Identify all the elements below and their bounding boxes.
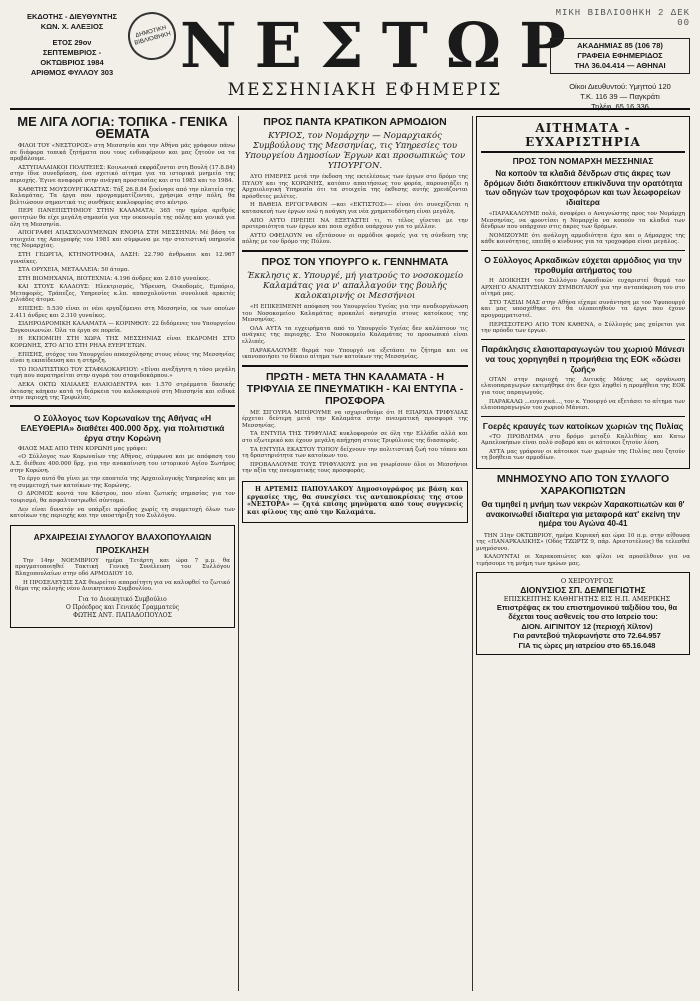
headline-nomarch: ΠΡΟΣ ΤΟΝ ΝΟΜΑΡΧΗ ΜΕΣΣΗΝΙΑΣ	[512, 156, 654, 166]
paragraph: Η ΕΚΠΟΜΠΗ ΣΤΗ ΧΩΡΑ ΤΗΣ ΜΕΣΣΗΝΙΑΣ είναι ΕΚΔΡΟΜΗ ΣΤΟ ΚΟΡΩΝΗΣ, ΣΤΟ ΑΓΙΟ ΣΤΗ ΡΗΛΑ ΕΥΕΡΓΕΤΩΝ.	[10, 336, 235, 350]
office-phone: ΤΗΛ 36.04.414 — ΑΘΗΝΑΙ	[574, 61, 666, 70]
trifylia-article	[242, 365, 468, 475]
korone-intro: ΦΙΛΟΣ ΜΑΣ ΑΠΟ ΤΗΝ ΚΟΡΩΝΗ μας γράφει:	[18, 445, 148, 452]
column-right	[476, 116, 690, 655]
manesi-paragraphs	[481, 377, 685, 412]
surgeon-address: ΔΙΟΝ. ΑΙΓΙΝΙΤΟΥ 12 (περιοχή Χίλτον)	[521, 621, 653, 631]
paragraph: ΠΑΡΑΚΑΛΩ ...ευγενικά..., τον κ. Υπουργό να εξετάσει το αίτημα των ελαιοπαραγωγών του χωριού Μάνεσι.	[481, 398, 685, 412]
newspaper-page	[10, 8, 690, 993]
office-box	[550, 38, 690, 74]
paragraph: ΣΤΗ ΓΕΩΡΓΙΑ, ΚΤΗΝΟΤΡΟΦΙΑ, ΔΑΣΗ: 22.790 άνθρωποι και 12.967 γυναίκες.	[10, 251, 235, 265]
korone-headline: Ο Σύλλογος των Κορωναίων της Αθήνας «Η ΕΛΕΥΘΕΡΙΑ» διαθέτει 400.000 δρχ. για πολιτιστικά έργα στην Κορώνη	[20, 412, 225, 443]
signature-line: Ο Πρόεδρος και Γενικός Γραμματεύς	[65, 603, 180, 611]
surgeon-advertisement	[476, 572, 690, 656]
paragraph: Η ΒΑΘΕΙΑ ΕΡΓΟΓΡΑΦΟΝ —και «ΕΚΤΙΣΤΟΣ»— είναι ότι συνεχίζεται η κατασκευή των έργων ενώ η ανάγκη για νέα χρηματοδότηση είναι μεγάλη.	[242, 202, 468, 215]
surgeon-title: ΕΠΙΣΚΕΠΤΗΣ ΚΑΘΗΓΗΤΗΣ ΕΙΣ Η.Π. ΑΜΕΡΙΚΗΣ	[503, 594, 671, 603]
vlachop-paragraphs	[15, 558, 230, 593]
paragraph: ΤΑ ΕΝΤΥΠΑ ΤΗΣ ΤΡΙΦΥΛΙΑΣ κυκλοφορούν σε όλη την Ελλάδα αλλά και στο εξωτερικό και έχουν μεγάλη απήχηση στους Τριφύλιους της διασποράς.	[242, 431, 468, 445]
headline-arkadikon: Ο Σύλλογος Αρκαδικών εύχεται αρμόδιος για την προθυμία αιτήματος του	[484, 254, 682, 275]
state-officials-kicker: ΚΥΡΙΟΣ, τον Νομάρχην — Νομαρχιακός Συμβούλους της Μεσσηνίας, τις Υπηρεσίες του Υπουργείου Δημοσίων Έργων και προσωπικώς τον ΥΠΟΥΡΓΟΝ.	[244, 131, 466, 171]
paragraph: ΤΑ ΕΝΤΥΠΑ ΕΚΑΣΤΟΥ ΤΟΠΟΥ δείχνουν την πολιτιστική ζωή του τόπου και τη δραστηριότητα των κατοίκων του.	[242, 446, 468, 460]
paragraph: Η ΠΡΟΣΕΛΕΥΣΙΣ ΣΑΣ θεωρείται απαραίτητη για να καλυφθεί το ζωτικό θέμα της εκλογής νέου Διοικητικού Συμβουλίου.	[15, 579, 230, 593]
paragraph: ΔΥΟ ΗΜΕΡΕΣ μετά την έκδοση της εκτελέσεως των έργων στο δρόμο της ΠΥΛΟΥ και της ΚΟΡΩΝΗΣ, κατόπιν απαιτήσεως του φορέα, παρουσιάζει η Αρχαιολογική Υπηρεσία ότι τα στοιχεία της έκθεσης αυτής χρειάζονται πρόσθετες μελέτες.	[242, 174, 468, 200]
paragraph: Ο ΔΡΟΜΟΣ κοντά του Κάστρου, που είναι ζωτικής σημασίας για τον τουρισμό, θα ασφαλτοστρωθεί σύντομα.	[10, 491, 235, 504]
paragraph: ΠΑΡΑΚΑΛΟΥΜΕ θερμά τον Υπουργό να εξετάσει το ζήτημα και να ικανοποιήσει το δίκαιο αίτημα των κατοίκων της Μεσσηνίας.	[242, 347, 468, 361]
headline-pylia: Γοερές κραυγές των κατοίκων χωριών της Πυλίας	[482, 420, 684, 431]
vlachopoulaion-notice	[10, 525, 235, 628]
paragraph: ΣΤΟ ΤΑΞΙΔΙ ΜΑΣ στην Αθήνα είχαμε συνάντηση με τον Υφυπουργό και μας υποσχέθηκε ότι θα υλοποιηθούν τα έργα που έχουν προγραμματιστεί.	[481, 299, 685, 319]
director-phone: Τηλέφ. 65.16.336	[591, 102, 649, 111]
headline-manesi: Παράκλησις ελαιοπαραγωγών του χωριού Μάνεσι να τους χορηγηθεί η προμήθεια της ΕΟΚ «δώσει ζωής»	[481, 343, 685, 374]
issue-number: ΑΡΙΘΜΟΣ ΦΥΛΛΟΥ 303	[30, 68, 114, 77]
headline-local-issues: ΜΕ ΛΙΓΑ ΛΟΓΙΑ: ΤΟΠΙΚΑ - ΓΕΝΙΚΑ ΘΕΜΑΤΑ	[17, 114, 228, 141]
minister-article	[242, 250, 468, 361]
paragraph: «Η ΕΠΙΚΕΙΜΕΝΗ απόφαση του Υπουργείου Υγείας για την αναδιοργάνωση του Νοσοκομείου Καλαμάτας προκαλεί ανησυχία στους κατοίκους της Μεσσηνίας.	[242, 303, 468, 324]
memorial-lead: Θα τιμηθεί η μνήμη των νεκρών Χαρακοπιωτών και θ' ανακοινωθεί ιδιαίτερα για μεταφορά κατ' εκείνη την ημέρα του Αγώνα 40-41	[481, 500, 685, 529]
paragraph: ΤΟ ΠΟΛΙΤΙΣΤΙΚΟ ΤΟΥ ΣΤΑΦΙΔΟΚΑΡΠΟΥ: «Είναι ανεξήγητη η τόσο μεγάλη τιμή που παρατηρείται στην αγορά του σταφιδοκάρπου.»	[10, 366, 235, 380]
paragraph: ΑΠΟ ΑΥΤΟ ΠΡΕΠΕΙ ΝΑ ΕΞΕΤΑΣΤΕΙ τι, τι τέλος γίνεται με την προτεραιότητα των έργων και ποια σχέδια υπάρχουν για το μέλλον.	[242, 217, 468, 231]
paragraph: «Ο Σύλλογος των Κορωναίων της Αθήνας, σύμφωνα και με απόφαση του Δ.Σ. διέθεσε 400.000 δρχ. για την ανακαίνιση του ιστορικού Αγίου Σωτήρος στην Κορώνη.	[10, 454, 235, 474]
state-officials-paragraphs	[242, 174, 468, 246]
paragraph: «ΤΟ ΠΡΟΒΛΗΜΑ στο δρόμο μεταξύ Καλλιθέας και Κατω Αμπελοκήπων είναι πολύ σοβαρό και οι κάτοικοι ζητούν λύση.	[481, 433, 685, 447]
library-stamp-icon: ΔΗΜΟΤΙΚΗ ΒΙΒΛΙΟΘΗΚΗ	[123, 7, 182, 66]
surgeon-phone: Για ραντεβού τηλεφωνήστε στο 72.64.957	[513, 631, 661, 641]
paragraph: ΜΕ ΣΙΓΟΥΡΙΑ ΜΠΟΡΟΥΜΕ να ισχυρισθούμε ότι Η ΕΠΑΡΧΙΑ ΤΡΙΦΥΛΙΑΣ έρχεται δεύτερη μετά την Καλαμάτα στην πνευματική προσφορά της Μεσσηνίας.	[242, 409, 468, 429]
korone-paragraphs	[10, 454, 235, 519]
newspaper-title-block	[180, 9, 584, 100]
memorial-article	[476, 473, 690, 567]
paragraph: ΚΑΘΕΤΗΣ ΜΟΥΣΟΥΡΓΙΚΑΣΤΑΣ: Τάξ 26.8.84 ξεκίνησε από την πλατεία της Καλαμάτας. Τα έργα που προγραμματίζονται, χρήσιμα στην πόλη, θα βελτιώσουν σημαντικά τις συνθήκες κυκλοφορίας στο κέντρο.	[10, 186, 235, 206]
office-info	[550, 8, 690, 112]
nomarch-lead: Να κοπούν τα κλαδιά δένδρων στις άκρες των δρόμων διότι διακόπτουν επικίνδυνα την ορατότητα των οδηγών των τροχοφόρων και των λεωφορείων ιδιαίτερα	[483, 169, 683, 207]
vlachop-headline: ΑΡΧΑΙΡΕΣΙΑΙ ΣΥΛΛΟΓΟΥ ΒΛΑΧΟΠΟΥΛΑΙΩΝ	[33, 531, 212, 542]
paragraph: ΕΠΙΣΗΣ, στόχος του Υπουργείου απασχόλησης στους νέους της Μεσσηνίας είναι η εκπαίδευση και η στήριξη.	[10, 351, 235, 365]
paragraph: ΑΠΟΓΡΑΦΗ ΑΠΑΣΧΟΛΟΥΜΕΝΩΝ ΕΝΟΡΙΑ ΣΤΗ ΜΕΣΣΗΝΙΑ: Μέ βάση τα στοιχεία της Απογραφής του 1981 και σύμφωνα με την στατιστική υπηρεσία της Νομαρχίας.	[10, 230, 235, 250]
paragraph: ΔΕΚΑ ΟΚΤΩ ΧΙΛΙΑΔΕΣ ΕΛΑΙΟΔΕΝΤΡΑ και 1.570 στρέμματα δασικής έκτασης κάηκαν κατά τη διάρκεια του καλοκαιριού στη Μεσσηνία και ειδικά στην περιοχή της Τριφυλίας.	[10, 382, 235, 402]
months-label: ΣΕΠΤΕΜΒΡΙΟΣ -	[42, 48, 102, 57]
paragraph: ΟΛΑ ΑΥΤΑ τα εγχειρήματα από το Υπουργείο Υγείας δεν καλύπτουν τις ανάγκες της περιοχής. Στο Νοσοκομείο Καλαμάτας το προσωπικό είναι ελλιπές.	[242, 325, 468, 345]
headline-state-officials: ΠΡΟΣ ΠΑΝΤΑ ΚΡΑΤΙΚΟΝ ΑΡΜΟΔΙΟΝ	[263, 116, 447, 128]
arkadikon-paragraphs	[481, 278, 685, 335]
memorial-paragraphs	[476, 533, 690, 568]
vlachop-subhead: ΠΡΟΣΚΛΗΣΗ	[96, 544, 149, 555]
note-text: Η ΑΡΤΕΜΙΣ ΠΑΠΟΥΛΑΚΟΥ Δημοσιογράφος με βάση και εργασίες της, θα συνεχίσει τις ανταποκρίσεις της στον «ΝΕΣΤΟΡΑ» — ζητά επίσης μηνύματα από τους συγγενείς και φίλους της από την Καλαμάτα.	[247, 486, 463, 516]
headline-memorial: ΜΝΗΜΟΣΥΝΟ ΑΠΟ ΤΟΝ ΣΥΛΛΟΓΟ ΧΑΡΑΚΟΠΙΩΤΩΝ	[496, 473, 670, 498]
paragraph: ΑΥΤΟ ΟΦΕΙΛΟΥΝ να εξετάσουν οι αρμόδιοι φορείς για τη σύνδεση της πόλης με τον δρόμο της Πύλου.	[242, 232, 468, 246]
year-label: ΕΤΟΣ 29ον	[52, 38, 92, 47]
paragraph: ΣΤΑ ΟΡΥΧΕΙΑ, ΜΕΤΑΛΛΕΙΑ: 50 άτομα.	[18, 267, 130, 274]
paragraph: ΠΡΟΒΑΛΛΟΥΜΕ ΤΟΥΣ ΤΡΙΦΥΛΙΟΥΣ για να γνωρίσουν όλοι οι Μεσσήνιοι την αξία της πνευματικής τους προσφοράς.	[242, 461, 468, 475]
office-label: ΓΡΑΦΕΙΑ ΕΦΗΜΕΡΙΔΟΣ	[577, 51, 663, 60]
paragraph: «ΠΑΡΑΚΑΛΟΥΜΕ πολύ, αναφέρει ο Αναγνώστης προς τον Νομάρχη Μεσσηνίας, να φροντίσει η Νομαρχία να κοπούν τα κλαδιά των δένδρων που υπάρχουν στις άκρες των δρόμων.	[481, 211, 685, 231]
paragraph: ΠΕΡΙΣΣΟΤΕΡΟ ΑΠΟ ΤΟΝ ΚΑΘΕΝΑ, ο Σύλλογός μας χαίρεται για την πρόοδο των έργων.	[481, 321, 685, 335]
paragraph: ΑΣΤΥΠΑΛΑΙΑΚΟΙ ΠΟΛΙΤΕΙΕΣ: Κοινωνικά εκφράζονται στη Βουλή (17.8.84) στην ίδια συνεδρίαση, ένα σχετικό αίτημα για τα ιστορικά μνημεία της περιοχής. Έγινε αναφορά στην ανάγκη προστασίας και στο 1983 και το 1984.	[10, 164, 235, 184]
paragraph: ΣΤΗ ΒΙΟΜΗΧΑΝΙΑ, ΒΙΟΤΕΧΝΙΑ: 4.196 άνδρες και 2.610 γυναίκες.	[18, 275, 210, 282]
masthead	[10, 8, 690, 110]
publisher-name: ΚΩΝ. Χ. ΑΛΕΞΙΟΣ	[40, 22, 104, 31]
paragraph: ΚΑΛΟΥΝΤΑΙ οι Χαρακοπιώτες και φίλοι να προσέλθουν για να τιμήσουμε τη μνήμη των ηρώων μας.	[476, 554, 690, 567]
paragraph: ΚΑΙ ΣΤΟΥΣ ΚΛΑΔΟΥΣ: Ηλεκτρισμός, Ύδρευση, Οικοδομές, Εμπόριο, Μεταφορές, Τράπεζες, Υπηρεσίες κ.λπ. απασχολούνται συνολικά αρκετές χιλιάδες άτομα.	[10, 284, 235, 304]
paragraph: ΝΟΜΙΖΟΥΜΕ ότι ανάλογη αρμοδιότητα έχει και ο Δήμαρχος της κάθε κοινότητας, επειδή ο κίνδυνος για τα τροχοφόρα είναι μεγάλος.	[481, 232, 685, 246]
column-divider	[472, 116, 473, 991]
journalist-note	[242, 481, 468, 523]
months-label-2: ΟΚΤΩΒΡΙΟΣ 1984	[40, 58, 104, 67]
minister-paragraphs	[242, 304, 468, 361]
headline-minister: ΠΡΟΣ ΤΟΝ ΥΠΟΥΡΓΟ κ. ΓΕΝΝΗΜΑΤΑ	[261, 255, 449, 268]
pylia-paragraphs	[481, 434, 685, 462]
newspaper-subtitle: ΜΕΣΣΗΝΙΑΚΗ ΕΦΗΜΕΡΙΣ	[227, 80, 503, 100]
paragraph: ΟΤΑΝ στην περιοχή της Δυτικής Μάνης ως οργάνωση ελαιοπαραγωγών εκτιμήθηκε ότι δεν έχει ληφθεί η προμήθεια της ΕΟΚ για τους παραγωγούς.	[481, 376, 685, 396]
paragraph: ΣΙΔΗΡΟΔΡΟΜΙΚΗ ΚΑΛΑΜΑΤΑ — ΚΟΡΙΝΘΟΥ: 22 διδόμενες του Υπουργείου Συγκοινωνιών. Όλα τα έργα σε πορεία.	[10, 321, 235, 334]
paragraph: Η ΔΙΟΙΚΗΣΗ του Συλλόγου Αρκαδικών ευχαριστεί θερμά τον ΑΡΧΗΓΟ ΑΝΑΠΤΥΞΙΑΚΟΥ ΣΥΜΒΟΥΛΙΟΥ για την ανταπόκριση του στο αίτημά μας.	[481, 277, 685, 298]
minister-kicker: Έκκλησις κ. Υπουργέ, μή γιατρούς το νοσοκομείο Καλαμάτας για ν' απαλλαγούν της βουλής καλοκαιρινής οι Μεσσήνιοι	[246, 270, 464, 301]
director-street: Οίκοι Διευθυντού: Υμηττού 120	[569, 82, 671, 91]
paragraph: ΠΕΡΙ ΠΑΝΕΠΙΣΤΗΜΙΟΥ ΣΤΗΝ ΚΑΛΑΜΑΤΑ: 365 την ημέρα αριθμός φοιτητών θα είχε μεγάλη σημασία για την οικονομία της πόλης και γενικά για όλη τη Μεσσηνία.	[10, 208, 235, 228]
vlachop-signature	[15, 596, 230, 620]
director-address	[550, 82, 690, 112]
paragraph: ΑΥΤΑ μας γράφουν οι κάτοικοι των χωριών της Πυλίας που ζητούν τη βοήθεια των αρμοδίων.	[481, 448, 685, 462]
requests-box	[476, 116, 690, 469]
paragraph: ΤΗΝ 31ην ΟΚΤΩΒΡΙΟΥ, ημέρα Κυριακή και ώρα 10 π.μ. στην αίθουσα της «ΠΑΝΑΡΚΑΔΙΚΗΣ» (Οδός ΤΖΩΡΤΖ 9, πάρ. Αριστοτέλους) θα τελεσθεί μνημόσυνο.	[476, 532, 690, 552]
column-middle	[242, 116, 468, 523]
paragraph: Δεν είναι δυνατόν να υπάρξει πρόοδος χωρίς τη συμμετοχή όλων των κατοίκων της περιοχής και την υποστήριξη του Συλλόγου.	[10, 506, 235, 520]
surgeon-body: Επιστρέψας εκ του επιστημονικού ταξιδίου του, θα δέχεται τους ασθενείς του στο Ιατρείο του:	[496, 602, 678, 622]
korone-article	[10, 405, 235, 520]
director-postcode: Τ.Κ. 116 39 — Παγκράτι	[580, 92, 660, 101]
requests-title: ΑΙΤΗΜΑΤΑ - ΕΥΧΑΡΙΣΤΗΡΙΑ	[481, 121, 685, 153]
surgeon-label: Ο ΧΕΙΡΟΥΡΓΟΣ	[560, 576, 614, 585]
column-left	[10, 116, 235, 628]
paragraph: Την 14ην ΝΟΕΜΒΡΙΟΥ ημέρα Τετάρτη και ώρα 7 μ.μ. θα πραγματοποιηθεί Τακτική Γενική Συνέλευση του Συλλόγου Βλαχοπουλαίων στην οδό ΑΡΜΟΔΙΟΥ 10.	[15, 557, 230, 577]
signature-name: ΦΩΤΗΣ ΑΝΤ. ΠΑΠΑΔΟΠΟΥΛΟΣ	[73, 611, 172, 619]
surgeon-name: ΔΙΟΝΥΣΙΟΣ ΣΠ. ΔΕΜΠΕΓΙΩΤΗΣ	[520, 584, 646, 595]
newspaper-title: ΝΕΣΤΩΡ	[180, 9, 584, 82]
surgeon-phone-2: ΓΙΑ τις ώρες μη ιατρείου στο 65.16.048	[518, 640, 656, 650]
paragraph: ΕΠΙΣΗΣ: 5.530 είναι οι νέοι εργαζόμενοι στη Μεσσηνία, εκ των οποίων 2.411 άνδρες και 2.310 γυναίκες.	[10, 306, 235, 319]
archive-stamp: ΜΙΚΗ ΒΙΒΛΙΟΘΗΚΗ 2 ΔΕΚ 00	[555, 8, 690, 28]
article-intro: ΦΙΛΟΙ ΤΟΥ «ΝΕΣΤΟΡΟΣ» στη Μεσσηνία και την Αθήνα μάς γράφουν πάνω σε διάφορα τοπικά ζητήματα που τους ενδιαφέρουν και μας ζητούν να τα προβάλουμε.	[10, 143, 235, 163]
trifylia-paragraphs	[242, 410, 468, 475]
local-issues-paragraphs	[10, 165, 235, 402]
column-divider	[238, 116, 239, 991]
headline-trifylia: ΠΡΩΤΗ - ΜΕΤΑ ΤΗΝ ΚΑΛΑΜΑΤΑ - Η ΤΡΙΦΥΛΙΑ ΣΕ ΠΝΕΥΜΑΤΙΚΗ - ΚΑΙ ΕΝΤΥΠΑ - ΠΡΟΣΦΟΡΑ	[246, 370, 464, 407]
publisher-info	[12, 12, 132, 78]
publisher-label: ΕΚΔΟΤΗΣ - ΔΙΕΥΘΥΝΤΗΣ	[26, 12, 118, 21]
nomarch-paragraphs	[481, 211, 685, 246]
signature-line: Για το Διοικητικό Συμβούλιο	[78, 595, 167, 603]
office-address: ΑΚΑΔΗΜΙΑΣ 85 (106 78)	[577, 41, 663, 50]
paragraph: Το έργο αυτό θα γίνει με την εποπτεία της Αρχαιολογικής Υπηρεσίας και με τη συμμετοχή των κατοίκων της Κορώνης.	[10, 476, 235, 489]
